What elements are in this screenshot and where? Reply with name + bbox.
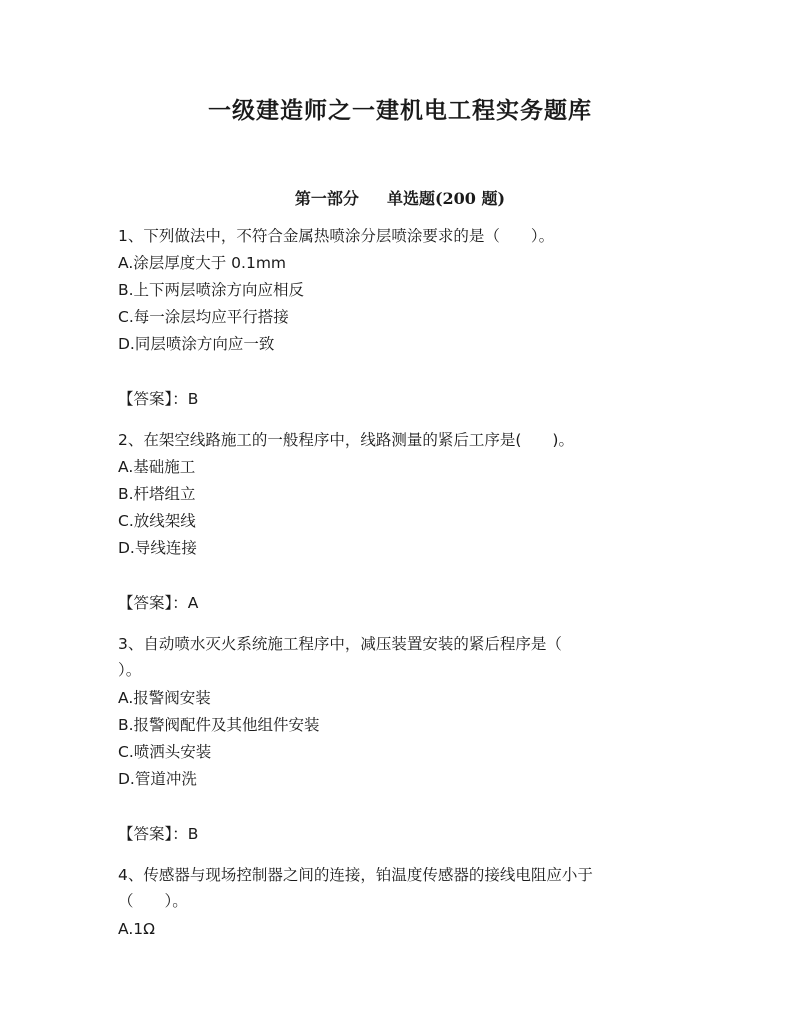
question-3-answer — [118, 824, 198, 844]
question-2-stem: 2、在架空线路施工的一般程序中，线路测量的紧后工序是( )。 — [118, 431, 574, 449]
question-3-stem-line-1: 3、自动喷水灭火系统施工程序中，减压装置安装的紧后程序是（ — [118, 635, 562, 653]
question-1-answer — [118, 389, 198, 409]
section-title — [0, 186, 800, 209]
section-name: 单选题(200 题) — [386, 189, 506, 208]
question-4-stem-line-2: （ ）。 — [118, 892, 188, 910]
answer-label: 【答案】： — [118, 594, 188, 612]
answer-value: B — [187, 390, 199, 408]
question-3-option-c: C.喷洒头安装 — [118, 743, 212, 761]
answer-label: 【答案】： — [118, 390, 188, 408]
question-1-option-d: D.同层喷涂方向应一致 — [118, 335, 275, 353]
question-2-option-b: B.杆塔组立 — [118, 485, 196, 503]
question-3-option-b: B.报警阀配件及其他组件安装 — [118, 716, 320, 734]
question-3-option-d: D.管道冲洗 — [118, 770, 197, 788]
question-1-option-c: C.每一涂层均应平行搭接 — [118, 308, 289, 326]
question-1-option-b: B.上下两层喷涂方向应相反 — [118, 281, 305, 299]
question-2-option-c: C.放线架线 — [118, 512, 196, 530]
question-3-option-a: A.报警阀安装 — [118, 689, 211, 707]
question-3-stem-line-2: ）。 — [118, 661, 142, 679]
document-title: 一级建造师之一建机电工程实务题库 — [208, 97, 592, 124]
question-2-answer — [118, 593, 198, 613]
answer-label: 【答案】： — [118, 825, 188, 843]
section-part: 第一部分 — [294, 189, 359, 208]
question-1-stem: 1、下列做法中，不符合金属热喷涂分层喷涂要求的是（ ）。 — [118, 227, 555, 245]
answer-value: B — [187, 825, 199, 843]
question-4-stem-line-1: 4、传感器与现场控制器之间的连接，铂温度传感器的接线电阻应小于 — [118, 866, 593, 884]
question-2-option-d: D.导线连接 — [118, 539, 197, 557]
answer-value: A — [187, 594, 199, 612]
question-2-option-a: A.基础施工 — [118, 458, 196, 476]
question-1-option-a: A.涂层厚度大于 0.1mm — [118, 254, 287, 272]
question-4-option-a: A.1Ω — [118, 920, 155, 938]
